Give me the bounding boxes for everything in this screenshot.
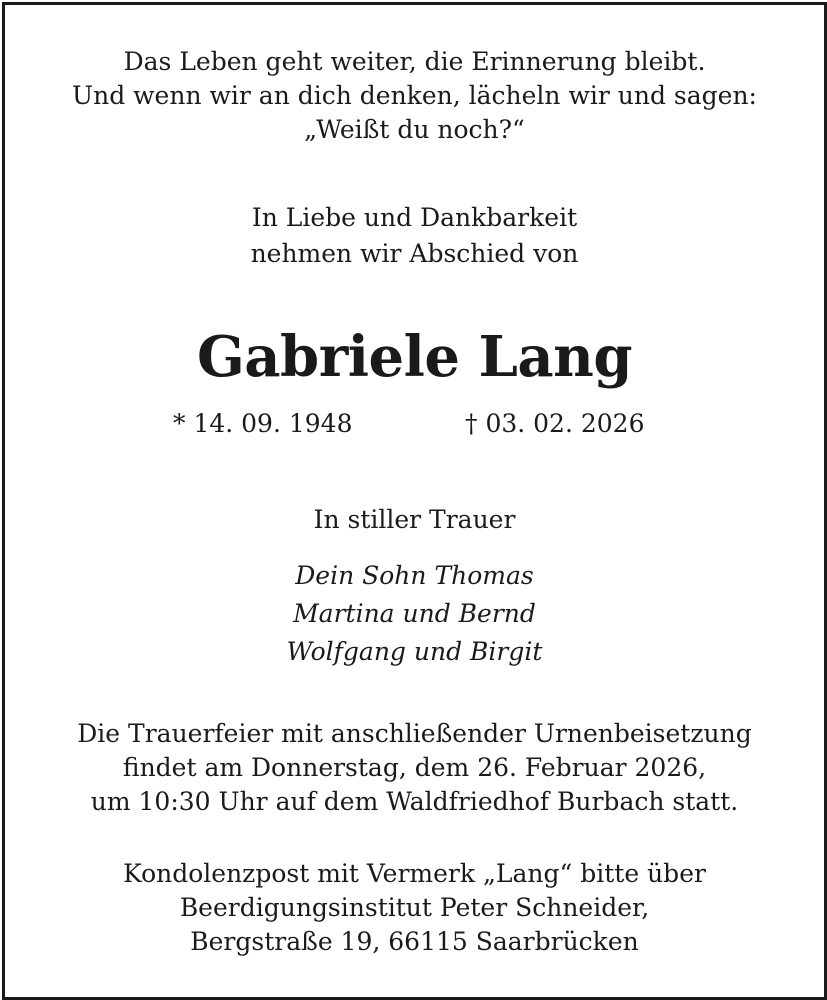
verse-line-2: Und wenn wir an dich denken, lächeln wir und sagen: [72,81,757,110]
verse-line-1: Das Leben geht weiter, die Erinnerung bleibt. [123,47,706,76]
service-line-3: um 10:30 Uhr auf dem Waldfriedhof Burbach statt. [90,787,739,816]
service-line-1: Die Trauerfeier mit anschließender Urnenbeisetzung [77,719,752,748]
condolence-line-2: Beerdigungsinstitut Peter Schneider, [179,893,650,922]
service-line-2: findet am Donnerstag, dem 26. Februar 2026, [122,753,707,782]
condolence-line-1: Kondolenzpost mit Vermerk „Lang“ bitte über [123,859,706,888]
deceased-name: Gabriele Lang [196,324,633,390]
intro-line-1: In Liebe und Dankbarkeit [251,203,578,232]
condolence-line-3: Bergstraße 19, 66115 Saarbrücken [190,927,639,956]
mourner-name: Wolfgang und Birgit [286,637,543,666]
mourner-name: Dein Sohn Thomas [295,561,534,590]
mourner-name: Martina und Bernd [293,599,536,628]
mourners-heading: In stiller Trauer [313,505,516,534]
obituary-notice [2,2,827,1000]
verse-line-3: „Weißt du noch?“ [304,115,525,144]
birth-date: * 14. 09. 1948 [173,409,353,438]
intro-line-2: nehmen wir Abschied von [250,239,579,268]
death-date: † 03. 02. 2026 [465,409,645,438]
